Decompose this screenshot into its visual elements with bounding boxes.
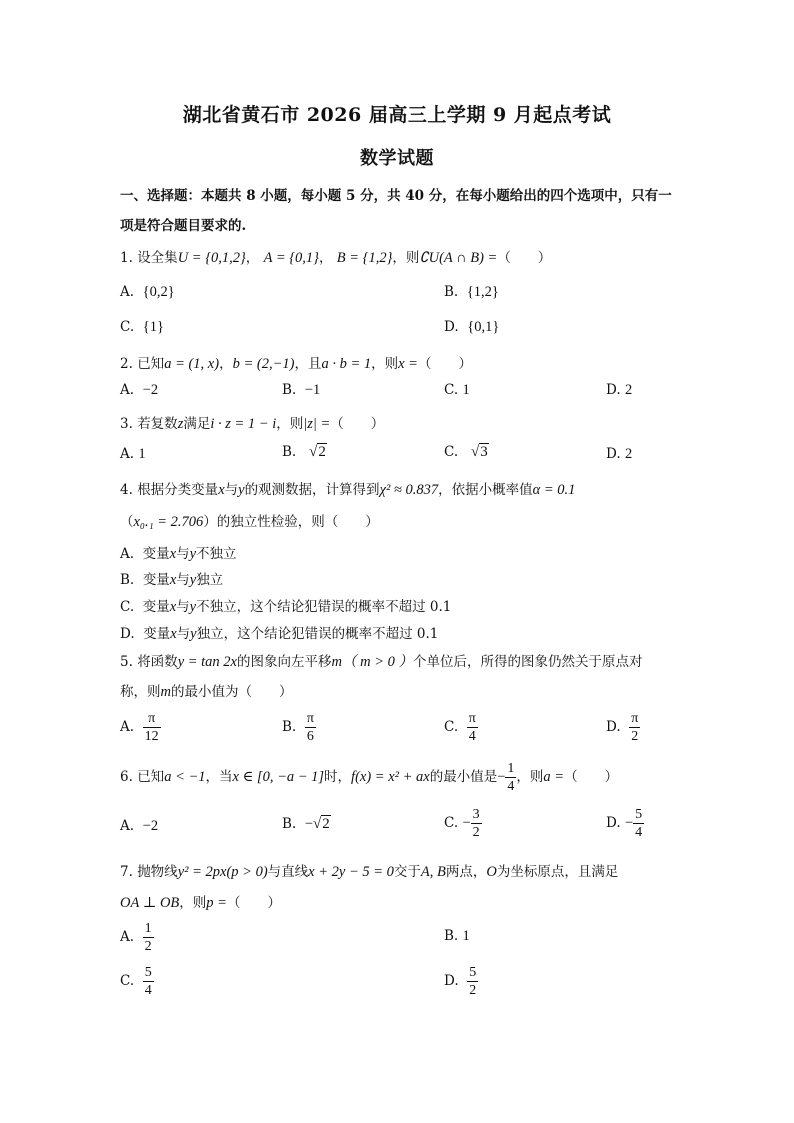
q7-option-a: A. $\frac{1}{2}$ (120, 921, 152, 954)
q7-option-d: D. $\frac{5}{2}$ (444, 965, 477, 998)
section-heading-cont: 项是符合题目要求的. (120, 218, 247, 234)
question-5-cont: 称，则m的最小值为（ ） (120, 684, 293, 700)
q3-option-b: B. √2 (282, 444, 326, 460)
q5-option-b: B. $\frac{\pi}{6}$ (282, 711, 314, 744)
question-6: 6. 已知a < −1，当x ∈ [0, −a − 1]时，f(x) = x² + ax的最小值是− $\frac{1}{4}$ ，则a =（ ） (120, 761, 619, 794)
question-4-cont: （x₀.₁ = 2.706）的独立性检验，则（ ） (120, 514, 379, 530)
q2-option-c: C. 1 (444, 382, 470, 398)
q6-option-a: A. −2 (120, 818, 159, 834)
question-2: 2. 已知a = (1, x)，b = (2,−1)，且a · b = 1，则x =（ ） (120, 356, 472, 372)
q3-option-c: C. √3 (444, 444, 488, 460)
question-4: 4. 根据分类变量x与y的观测数据，计算得到χ² ≈ 0.837，依据小概率值α = 0.1 (120, 482, 576, 498)
q2-option-d: D. 2 (606, 382, 633, 398)
q1-option-d: D. {0,1} (444, 319, 500, 335)
q4-option-d: D. 变量x与y独立，这个结论犯错误的概率不超过 0.1 (120, 626, 439, 642)
q1-option-a: A. {0,2} (120, 284, 175, 300)
q1-option-c: C. {1} (120, 319, 164, 335)
q6-option-c: C. − $\frac{3}{2}$ (444, 807, 480, 840)
question-5: 5. 将函数y = tan 2x的图象向左平移m（ m > 0 ）个单位后，所得的图象仍然关于原点对 (120, 654, 643, 670)
q3-option-a: A. 1 (120, 446, 146, 462)
q2-option-b: B. −1 (282, 382, 321, 398)
question-7: 7. 抛物线y² = 2px(p > 0)与直线x + 2y − 5 = 0交于A, B两点，O为坐标原点，且满足 (120, 864, 619, 880)
q5-option-c: C. $\frac{\pi}{4}$ (444, 711, 476, 744)
q6-option-d: D. − $\frac{5}{4}$ (606, 807, 643, 840)
question-3: 3. 若复数z满足i · z = 1 − i，则|z| =（ ） (120, 416, 385, 432)
q1-option-b: B. {1,2} (444, 284, 499, 300)
q3-option-d: D. 2 (606, 446, 633, 462)
q2-option-a: A. −2 (120, 382, 159, 398)
q4-option-b: B. 变量x与y独立 (120, 572, 224, 588)
exam-subtitle: 数学试题 (360, 148, 434, 169)
question-1: 1. 设全集U = {0,1,2}， A = {0,1}， B = {1,2}，则∁U(A ∩ B) =（ ） (120, 250, 552, 266)
q7-option-b: B. 1 (444, 928, 470, 944)
q4-option-c: C. 变量x与y不独立，这个结论犯错误的概率不超过 0.1 (120, 599, 452, 615)
q4-option-a: A. 变量x与y不独立 (120, 546, 237, 562)
question-7-cont: OA ⊥ OB，则p =（ ） (120, 895, 281, 911)
q5-option-d: D. $\frac{\pi}{2}$ (606, 711, 639, 744)
exam-title: 湖北省黄石市 2026 届高三上学期 9 月起点考试 (182, 104, 612, 126)
q6-option-b: B. −√2 (282, 816, 330, 832)
q7-option-c: C. $\frac{5}{4}$ (120, 965, 152, 998)
section-heading: 一、选择题：本题共 8 小题，每小题 5 分，共 40 分，在每小题给出的四个选项中，只有一 (120, 188, 672, 204)
q5-option-a: A. $\frac{\pi}{12}$ (120, 711, 159, 744)
